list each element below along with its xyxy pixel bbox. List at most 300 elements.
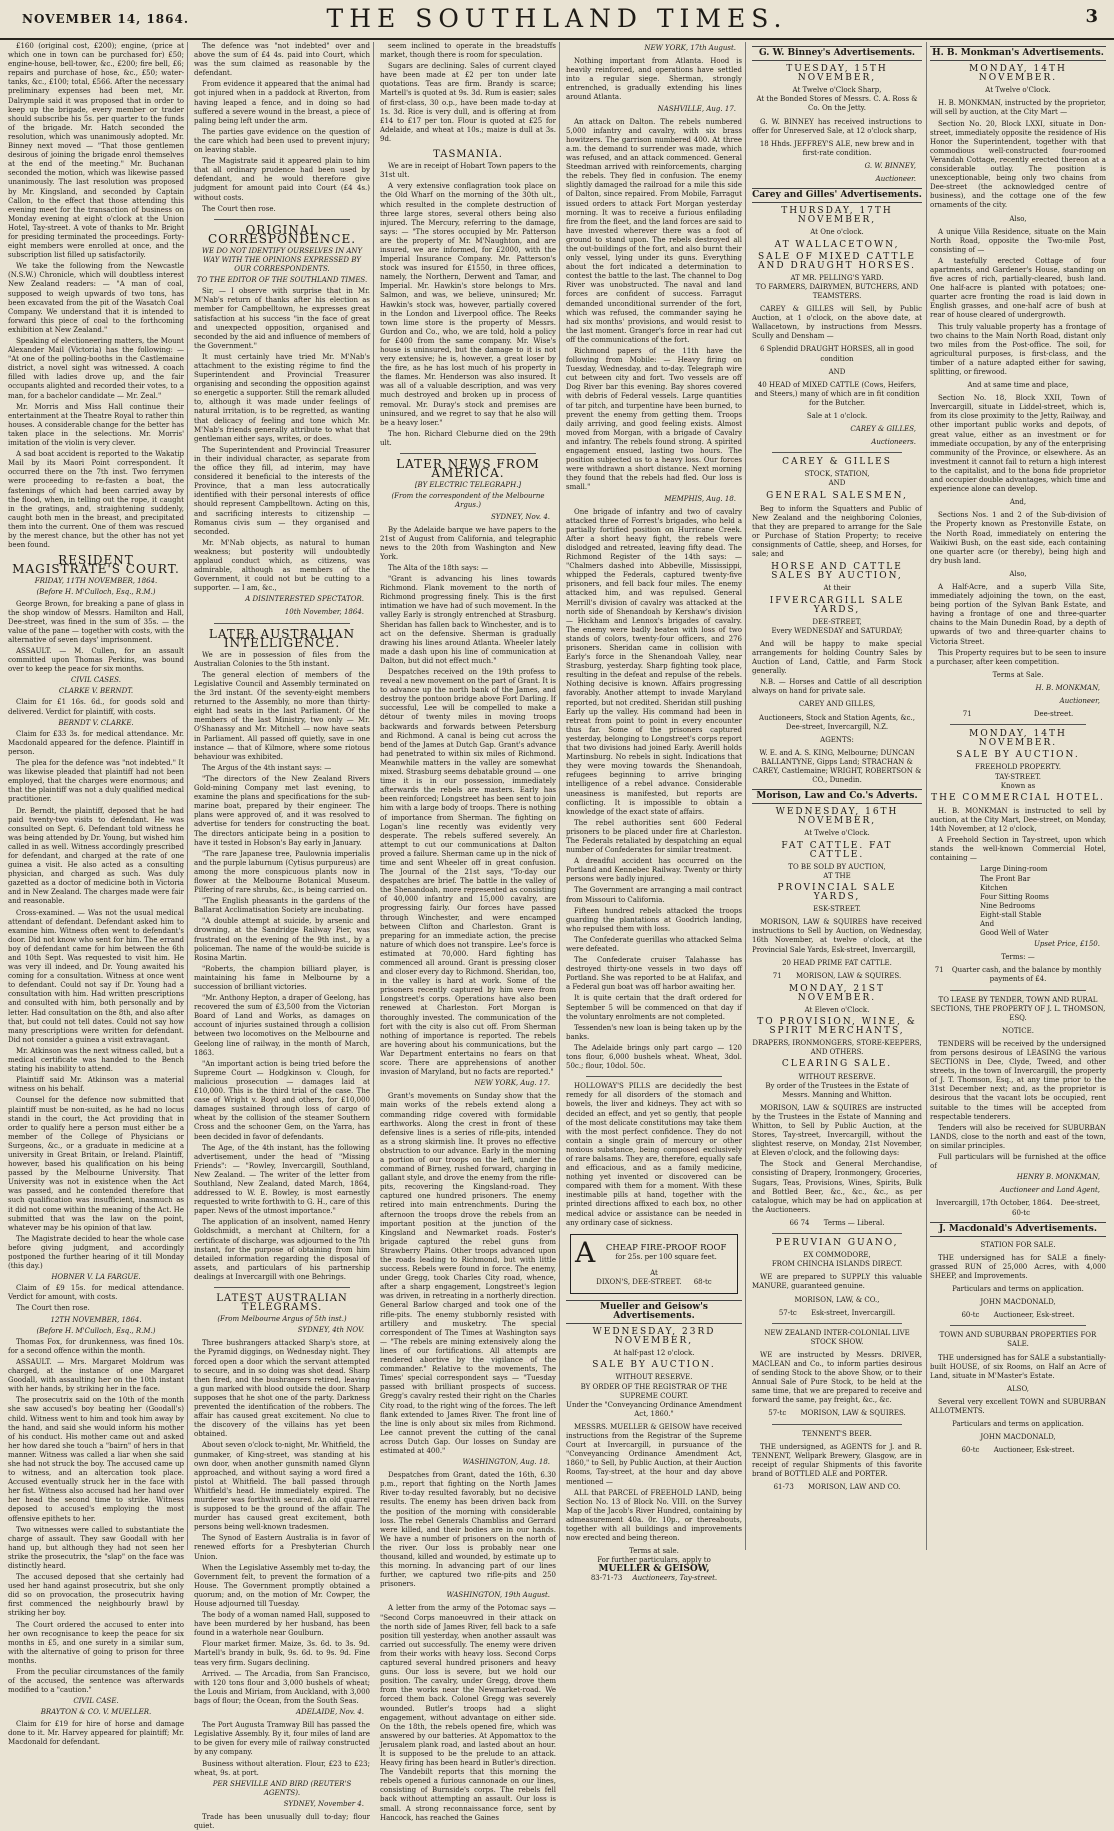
article-paragraph: Nothing important from Atlanta. Hood is heavily reinforced, and operations have settled into a regular siege. Sherman, strongly entrenched, is gradually extending his lines around Atlanta.	[566, 57, 742, 102]
article-paragraph: The prosecutrix said on the 10th of the month she saw accused's boy beating her (Goodall's) child. Witness went to him and took him away by the hand, and said she would inform his mother of his conduct. His mother came out and asked her how dared she touch a "bairn" of hers in that manner. Witness was called a liar when she said she had not struck the boy. The accused came up to witness, and an altercation took place. Accused eventually struck her in the face with her fist. Witness also accused had her hand over her head the second time to strike. Witness deposed to accused's employing the most offensive epithets to her.	[8, 1396, 184, 1523]
section-heading: LATEST AUSTRALIAN TELEGRAMS.	[216, 1293, 348, 1314]
dateline: NASHVILLE, Aug. 17.	[657, 104, 736, 113]
article-paragraph: From the peculiar circumstances of the family of the accused, the sentence was afterwards modified to a "caution."	[8, 1668, 184, 1695]
section-heading: ORIGINAL CORRESPONDENCE.	[207, 222, 357, 246]
article-paragraph: "Mr. Anthony Hepton, a draper of Geelong, has recovered the sum of £3,500 from the Victorian Board of Land and Works, as damages on account of injuries sustained through a collision between two locomotives on the Melbourne and Geelong line of railway, in the month of March, 1863.	[194, 994, 370, 1057]
list-item: And	[980, 919, 995, 928]
column-2	[194, 42, 370, 1831]
ad-ref: 71	[934, 966, 944, 975]
court-date: FRIDAY, 11TH NOVEMBER, 1864.	[34, 577, 158, 586]
article-paragraph: A letter from the army of the Potomac says — "Second Corps manoeuvred in their attack on the north side of James River, fell back to a safe position till yesterday, when another assault was carried out successfully. The enemy were driven from their works with heavy loss. Second Corps captured several hundred prisoners and heavy guns. Our loss is severe, but we hold our position. The cavalry, under Gregg, drove them from the works near the Newmarket-road. We forced them back. Colonel Gregg was severely wounded. Butler's troops had a slight engagement, without advantage on either side. On the 18th, the rebels opened fire, which was answered by our batteries. At Appomattox to the Jerusalem plank road, and lasted about an hour. It is supposed to be the prelude to an attack. Heavy firing has been heard in Butler's direction. The Vandebilt reports that this morning the rebels opened a furious cannonade on our lines, consisting of Burnside's corps. The rebels fell back without attempting an assault. Our loss is small. A strong reconnaissance force, sent by Hancock, has reached the Gaines	[380, 1604, 556, 1822]
sale-title: SALE BY AUCTION.	[592, 1360, 716, 1371]
article-paragraph: The Superintendent and Provincial Treasurer in their individual character, as separate from the office they fill, ad interim, may have considered it beneficial to the interests of the Province, that a man less autocratically identified with their personal interests of office should represent Campbelltown. Acting on this, and sacrificing interests to citizenship — Romanus civis sum — they organised and seconded.	[194, 445, 370, 536]
sale-audience: DRAPERS, IRONMONGERS, STORE-KEEPERS, AND OTHERS.	[752, 1039, 922, 1057]
article-paragraph: A very extensive conflagration took place on the Old Wharf on the morning of the 30th ult., which resulted in the complete destruction of three large stores, several others being also injured. The Mercury, referring to the damage, says: — "The stores occupied by Mr. Patterson are the property of Mr. M'Naughton, and are insured, we are informed, for £2000, with the Imperial Insurance Company. Mr. Patterson's stock was insured for £1550, in three offices, namely, the Northern, Derwent and Tamar, and Imperial. Mr. Hawkin's store belongs to Mrs. Salmon, and was, we believe, uninsured; Mr. Hawkin's stock was, however, partially covered in the London and Liverpool office. The Reeks town lime store is the property of Messrs. Gurdon and Co., who, we are told, hold a policy for £400 from the same company. Mr. Wise's house is uninsured, but the damage to it is not very extensive; he is, however, a great loser by the fire, as he has lost much of his property in the flames. Mr. Henderson was also insured. It was all of a valuable description, and was very much destroyed and broken up in process of removal. Mr. Duray's stock and premises are uninsured, and we regret to say that he also will be a heavy loser."	[380, 182, 556, 427]
dateline: ADELAIDE, Nov. 4.	[295, 1708, 364, 1717]
ad-body: G. W. BINNEY has received instructions to offer for Unreserved Sale, at 12 o'clock sharp,	[752, 117, 922, 135]
court-before: (Before H. M'Culloch, Esq., R.M.)	[36, 1326, 156, 1335]
article-paragraph: Mr. Atkinson was the next witness called, but a medical certificate was handed to the Bench stating his inability to attend.	[8, 1046, 184, 1074]
ad-role: Auctioneers.	[871, 438, 916, 447]
section-heading: LATER NEWS FROM AMERICA.	[396, 457, 540, 481]
source-note: PER SHEVILLE AND BIRD (REUTER'S AGENTS).	[212, 1779, 352, 1797]
article-paragraph: The Confederate guerillas who attacked Selma were defeated.	[566, 935, 742, 953]
ad-body: N.B. — Horses and Cattle of all description always on hand for private sale.	[752, 678, 922, 696]
ad-body: Full particulars will be furnished at the office of	[930, 1153, 1106, 1171]
ad-signature: CAREY & GILLES,	[850, 425, 916, 434]
ad-signature: JOHN MACDONALD,	[980, 1433, 1056, 1442]
ad-title: PERUVIAN GUANO,	[775, 1238, 899, 1249]
article-paragraph: We are in receipt of Hobart Town papers to the 31st ult.	[380, 162, 556, 180]
sale-line: Known as	[1000, 781, 1036, 790]
article-paragraph: Trade has been unusually dull to-day; flour quiet.	[194, 1812, 370, 1831]
ad-terms: Terms at Sale.	[992, 670, 1044, 679]
issue-date: NOVEMBER 14, 1864.	[22, 12, 190, 26]
firm-name: CAREY & GILLES	[782, 457, 892, 468]
case-title: BRAYTON & CO. V. MUELLER.	[40, 1708, 152, 1717]
ad-signature: MORISON, LAW & SQUIRES.	[795, 971, 902, 980]
sale-act: Under the "Conveyancing Ordinance Amendment Act, 1860."	[566, 1400, 742, 1418]
column-rule	[187, 42, 188, 1550]
ad-signature: JOHN MACDONALD,	[980, 1298, 1056, 1307]
sale-title: SALE BY AUCTION.	[956, 750, 1080, 761]
sale-date: WEDNESDAY, 23RD NOVEMBER,	[592, 1327, 716, 1347]
ad-role: Auctioneers, Tay-street.	[632, 1574, 718, 1583]
sale-location: PROVINCIAL SALE YARDS,	[777, 882, 897, 903]
firm-line: AND	[828, 479, 846, 488]
article-paragraph: The body of a woman named Hall, supposed to have been murdered by her husband, has been found in a waterhole near Goulburn.	[194, 1611, 370, 1638]
sale-item: 40 HEAD of MIXED CATTLE (Cows, Heifers, and Steers,) many of which are in fit condition for the Butcher.	[754, 380, 920, 407]
ad-block	[752, 563, 922, 636]
ad-ref: 60-tc	[1011, 1208, 1030, 1217]
divider	[214, 1287, 350, 1288]
sale-item: 20 HEAD PRIME FAT CATTLE.	[782, 958, 892, 967]
sale-date: MONDAY, 21ST NOVEMBER.	[789, 983, 885, 1003]
sale-title: SALE OF MIXED CATTLE AND DRAUGHT HORSES.	[758, 251, 916, 271]
ad-line: At their	[823, 584, 851, 593]
monkman-hotel-ad	[930, 730, 1106, 803]
divider	[950, 990, 1086, 991]
ad-title: TO LEASE BY TENDER, TOWN AND RURAL SECTIONS, THE PROPERTY OF J. L. THOMSON, ESQ.	[930, 995, 1106, 1022]
article-paragraph: It is quite certain that the draft ordered for September 5 will be commenced on that day if the voluntary enrolments are not completed.	[566, 994, 742, 1021]
article-paragraph: Sir, — I observe with surprise that in Mr. M'Nab's return of thanks after his election as member for Campbelltown, he expresses great satisfaction at his success "in the face of great and unexpected opposition, organised and seconded by the aid and influence of members of the Government."	[194, 287, 370, 350]
ad-footer	[752, 1309, 922, 1318]
dateline: SYDNEY, November 4.	[283, 1799, 364, 1808]
article-paragraph: The general election of members of the Legislative Council and Assembly terminated on the 3rd instant. Of the seventy-eight members returned to the Assembly, no more than thirty-eight had seats in the last Parliament. Of the members of the last Ministry, two only — Mr. O'Shanassy and Mr. Mitchell — now have seats in Parliament. All passed off quietly, save in one instance — that of Kilmore, where some riotous behaviour was exhibited.	[194, 670, 370, 761]
ad-body: ALL that PARCEL of FREEHOLD LAND, being Section No. 13 of Block No. VIII. on the Survey Map of the Jacob's River Hundred, containing by admeasurement 40a. 0r. 10p., or thereabouts, together with all buildings and improvements now erected and being thereon.	[566, 1488, 742, 1543]
ad-signature: MUELLER & GEISOW,	[598, 1564, 710, 1575]
column-rule	[745, 42, 746, 1550]
sale-time: At One o'clock.	[810, 228, 864, 237]
ad-terms: Terms at sale.	[629, 1547, 679, 1556]
article-paragraph: Mr. M'Nab objects, as natural to human weakness; but posterity will undoubtedly applaud conduct which, as citizens, was admirable, although as members of the Government, it could not but be cutting to a supporter. — I am, &c.,	[194, 538, 370, 593]
ad-title: STATION FOR SALE.	[980, 1240, 1056, 1249]
ad-address: Auctioneers, Stock and Station Agents, &c., Dee-street, Invercargill, N.Z.	[759, 713, 915, 731]
sale-reserve: WITHOUT RESERVE.	[798, 1072, 876, 1081]
ad-body: WE are prepared to SUPPLY this valuable MANURE, guaranteed genuine.	[752, 1273, 922, 1291]
column-rule	[559, 42, 560, 1550]
ad-body: CAREY & GILLES will Sell, by Public Auction, at 1 o'clock, on the above date, at Wallacetown, by instructions from Messrs. Scully and Densham —	[752, 305, 922, 341]
list-item: Large Dining-room	[980, 865, 1048, 874]
ad-body: MESSRS. MUELLER & GEISOW have received instructions from the Registrar of the Supreme Court at Invercargill, in pursuance of the "Conveyancing Ordinance Amendment Act, 1860," to Sell, by Public Auction, at their Auction Rooms, Tay-street, at the hour and day above mentioned —	[566, 1422, 742, 1486]
sale-title: FAT CATTLE. FAT CATTLE.	[781, 840, 893, 860]
ad-body: Tenders will also be received for SUBURBAN LANDS, close to the north and east of the town, on similar principles.	[930, 1123, 1106, 1150]
article-paragraph: The Magistrate decided to hear the whole case before giving judgment, and accordingly postponed the further hearing of it till Monday (this day.)	[8, 1234, 184, 1271]
ad-body: Several very excellent TOWN and SUBURBAN ALLOTMENTS.	[930, 1397, 1106, 1415]
section-heading: TASMANIA.	[433, 149, 503, 161]
ad-line: Every WEDNESDAY and SATURDAY;	[771, 626, 903, 635]
article-paragraph: Two witnesses were called to substantiate the charge of assault. They saw Goodall with her hand up, but although they had not seen her strike the prosecutrix, the "slap" on the face was distinctly heard.	[8, 1525, 184, 1570]
dateline: NEW YORK, 17th August.	[644, 44, 736, 52]
sale-title: THE COMMERCIAL HOTEL.	[931, 792, 1105, 803]
sale-date: MONDAY, 14TH NOVEMBER.	[969, 64, 1067, 84]
monkman-ad	[930, 65, 1106, 95]
ad-ref: 61-73	[773, 1483, 794, 1491]
article-paragraph: The hon. Richard Cleburne died on the 29th ult.	[380, 429, 556, 447]
article-paragraph: The Court then rose.	[16, 1304, 90, 1313]
article-paragraph: When the Legislative Assembly met to-day, the Government felt, to prevent the formation of a House. The Government promptly obtained a quorum; and, on the motion of Mr. Cowper, the House adjourned till Tuesday.	[194, 1563, 370, 1608]
article-paragraph: A sad boat accident is reported to the Wakatip Mail by its Maori Point correspondent. It occurred there on the 7th inst. Two ferrymen were proceeding to re-fasten a boat, the fastenings of which had been carried away by the flood, when, in telling out the rope, it caught in the gratings, and, straightening suddenly, caught both men in the breast, and precipitated them into the current. One of them was rescued by the merest chance, but the other has not yet been found.	[8, 450, 184, 550]
ad-line: Also,	[1009, 214, 1027, 223]
article-paragraph: "The rare Japanese tree, Paulownia imperialis and the purple laburnum (Cytisus purpureus) are among the more conspicuous plants now in flower at the Melbourne Botanical Museum. Pilfering of rare shrubs, &c., is being carried on.	[194, 849, 370, 895]
article-paragraph: The parties gave evidence on the question of the care which had been used to prevent injury; on leaving stable.	[194, 127, 370, 155]
subheading: CIVIL CASES.	[71, 676, 121, 685]
column-5	[752, 42, 922, 1550]
ad-body: The Stock and General Merchandise, consisting of Drapery, Ironmongery, Groceries, Sugars, Teas, Provisions, Wines, Spirits, Bulk and Bottled Beer, &c., &c., &c., as per catalogue, which may be had on application at the Auctioneers.	[752, 1160, 922, 1214]
sale-audience: TO FARMERS, DAIRYMEN, BUTCHERS, AND TEAMSTERS.	[755, 282, 919, 300]
article-paragraph: "Grant is advancing his lines towards Richmond. Flank movement to the north of Richmond progressing finely. This is the first intimation we have had of such movement. In the valley Early is strongly entrenched at Strasburg. Sheridan has fallen back to Winchester, and is to act on the defensive. Sherman is gradually drawing his lines around Atlanta. Wheeler lately made a dash upon his line of communication at Dalton, but did not effect much."	[380, 575, 556, 665]
ad-signature: HENRY B. MONKMAN,	[1016, 1173, 1100, 1182]
article-paragraph: One brigade of infantry and two of cavalry attacked three of Forrest's brigades, who held a partially fortified position on Hurricane Creek. After a short heavy fight, the rebels were dislodged and retreated, leaving fifty dead. The Richmond Register of the 14th says: — "Chalmers dashed into Abbeville, Mississippi, whipped the Federals, captured twenty-five prisoners, and fell back four miles. The enemy attacked him, and was repulsed. General Merrill's division of cavalry was attacked at the north side of Shenandoah by Kershaw's division — Hickham and Lennox's brigades of cavalry. The enemy were badly beaten with loss of two stands of colors, twenty-four officers, and 276 prisoners. Sheridan came in collision with Early's force in the Shenandoah Valley, near Strasburg, yesterday. Sharp fighting took place, resulting in the defeat and repulse of the rebels. Nothing decisive is known. Affairs progressing favorably. Another attempt to invade Maryland reported, but not credited. Sheridan still pushing Early up the valley. His command had been in retreat from point to point in every encounter thus far. Some of the prisoners captured yesterday, belonging to Longstreet's corps report that two divisions had joined Early. Averill holds Martinsburg. No rebels in sight. Indications that they were moving towards the Shenandoah, refugees beginning to arrive bringing intelligence of a rebel advance. Considerable uneasiness is manifested, but reports are conflicting. It is impossible to obtain a knowledge of the exact state of affairs.	[566, 507, 742, 816]
ad-role: Auctioneer.	[875, 175, 916, 184]
ad-ref: 57-tc	[768, 1409, 787, 1418]
ad-footer	[752, 1409, 922, 1418]
article-paragraph: The Adelaide brings only part cargo — 120 tons flour, 6,000 bushels wheat. Wheat, 3dol. 50c.; flour, 10dol. 50c.	[566, 1043, 742, 1071]
article-paragraph: Business without alteration. Flour, £23 to £23; wheat, 9s. at port.	[194, 1759, 370, 1777]
divider	[400, 453, 536, 454]
article-paragraph: The application of an insolvent, named Henry Goldschmidt, a merchant at Chiltern, for a certificate of discharge, was adjourned to the 7th instant, for the purpose of obtaining from him detailed information regarding the disposal of assets, and particulars of his partnership dealings at Invercargill with one Behrings.	[194, 1218, 370, 1281]
article-paragraph: Flour market firmer. Maize, 3s. 6d. to 3s. 9d. Martell's brandy in bulk, 9s. 6d. to 9s. 9d. Fine teas very firm. Sugars declining.	[194, 1640, 370, 1667]
ad-address: Esk-street, Invercargill.	[811, 1308, 896, 1317]
case-title: CLARKE V. BERNDT.	[58, 687, 134, 696]
article-paragraph: Grant's movements on Sunday show that the main works of the rebels extend along a commanding ridge covered with formidable earthworks. Along the crest in front of these defensive lines is a series of rifle-pits, intended as a strong skirmish line. It proves no effective obstruction to our advance. Early in the morning a portion of our troops on the left, under the command of Birney, rushed forward, charging in gallant style, and drove the enemy from the rifle-pits, recovering the Kingsland-road. They captured one hundred prisoners. The enemy retired into main entrenchments. During the afternoon the troops drove the rebels from an important position at the junction of the Kingsland and Newmarket roads. Foster's brigade captured the rebel guns from Strawberry Plains. Other troops advanced upon the roads leading to Richmond, but with little success. Rebels were found in force. The enemy, under Gregg, took Charles City road, whence, after a sharp engagement, Longstreet's legion was driven, in retreating in a northerly direction. General Barlow charged and took one of the rifle-pits. The enemy stubbornly resisted with artillery and musketry. The special correspondent of The Times at Washington says — "The rebels are mining extensively along the lines of our fortifications. All attempts are rendered abortive by the vigilance of the commander." Relative to the movements, The Times' special correspondent says — "Tuesday passed with brilliant prospects of success. Gregg's cavalry rested their right on the Charles City road, to the right wing of the forces. The left flank extended to James River. The front line of the line is only about six miles from Richmond. Lee cannot prevent the cutting of the canal across Dutch Gap. Our losses on Sunday are estimated at 400."	[380, 1092, 556, 1455]
roof-ad-price: for 25s. per 100 square feet.	[615, 1252, 717, 1261]
list-item: The Front Bar	[980, 874, 1031, 883]
ad-ref: 83-71-73	[590, 1574, 623, 1583]
ad-title: IFVERCARGILL SALE YARDS,	[769, 595, 905, 615]
agents-list: W. E. and A. S. KING, Melbourne; DUNCAN BALLANTYNE, Gipps Land; STRACHAN & CAREY, Castlemaine; WRIGHT, ROBERTSON & CO., Dunedin.	[752, 748, 922, 785]
article-paragraph: The Government are arranging a mail contract from Missouri to California.	[566, 886, 742, 904]
ad-line: FROM CHINCHA ISLANDS DIRECT.	[771, 1260, 903, 1269]
ad-body: Sections Nos. 1 and 2 of the Sub-division of the Property known as Prestonville Estate, on the North Road, immediately on entering the Waikiwi Bush, on the east side, each containing one quarter acre (or thereby), being high and dry bush land.	[930, 511, 1106, 565]
ad-line: And,	[1009, 498, 1027, 507]
sale-location: AT MR. PELLING'S YARD.	[790, 273, 884, 282]
ad-signature: MORISON, LAW AND CO.	[808, 1483, 901, 1491]
ad-signature: G. W. BINNEY,	[864, 161, 916, 170]
case-title: BERNDT V. CLARKE.	[58, 718, 134, 727]
carey-gilles-stock-ad	[752, 458, 922, 500]
divider	[586, 1076, 722, 1077]
source-note: [BY ELECTRIC TELEGRAPH.]	[414, 481, 522, 490]
article-paragraph: Despatches from Grant, dated the 16th, 6.30 p.m., report that fighting on the North James River to-day resulted favorably, but no decisive results. The enemy has been driven back from the position of the morning with considerable loss. The rebel Generals Chambliss and Gerrard were killed, and their bodies are in our hands. We have a number of prisoners on the north of the river. Our loss is probably near one thousand, killed and wounded, by estimate up to this morning. In advancing part of our lines further, we captured two rifle-pits and 250 prisoners.	[380, 1471, 556, 1589]
article-paragraph: Claim for £1 16s. 6d., for goods sold and delivered. Verdict for plaintiff, with costs.	[8, 698, 184, 716]
advertiser-heading: H. B. Monkman's Advertisements.	[930, 46, 1106, 61]
article-paragraph: Arrived. — The Arcadia, from San Francisco, with 120 tons flour and 3,000 bushels of wheat; the Louis and Miriam, from Auckland, with 3,000 bags of flour; the Ocean, from the South Seas.	[194, 1669, 370, 1705]
ad-footer	[566, 1547, 742, 1583]
ad-apply: For further particulars, apply to	[597, 1556, 711, 1565]
ad-terms: Terms — Liberal.	[823, 1218, 885, 1227]
roof-ad-at: At	[650, 1268, 658, 1277]
editorial-note: WE DO NOT IDENTIFY OURSELVES IN ANY WAY WITH THE OPINIONS EXPRESSED BY OUR CORRESPONDENTS.	[201, 246, 363, 274]
ad-ref: 60-tc	[961, 1311, 980, 1320]
article-paragraph: "An important action is being tried before the Supreme Court — Hodgkinson v. Clough, for malicious prosecution — damages laid at £10,000. This is the third trial of the case. The case of Wright v. Boyd and others, for £10,000 damages sustained through loss of cargo of wheat by the collision of the steamer Southern Cross and the schooner Gem, on the Yarra, has been decided in favor of defendants.	[194, 1059, 370, 1141]
column-4	[566, 42, 742, 1583]
article-paragraph: ASSAULT. — Mrs. Margaret Moldrum was charged, at the instance of one Margaret Goodall, with assaulting her on the 10th instant with her hands, by striking her in the face.	[8, 1357, 184, 1394]
dateline: MEMPHIS, Aug. 18.	[664, 494, 736, 503]
ad-signature: H. B. MONKMAN,	[1035, 683, 1100, 692]
divider	[772, 452, 902, 453]
advertiser-heading: Morison, Law and Co.'s Adverts.	[752, 789, 922, 804]
sale-date: MONDAY, 14TH NOVEMBER.	[969, 729, 1067, 749]
carey-gilles-ad	[752, 207, 922, 301]
ad-terms-detail: Quarter cash, and the balance by monthly payments of £4.	[951, 966, 1102, 984]
ad-line: Particulars and terms on application.	[952, 1420, 1084, 1429]
dateline: SYDNEY, Nov. 4.	[490, 512, 550, 521]
morison-law-ad	[752, 808, 922, 914]
roof-ad-title: CHEAP FIRE-PROOF ROOF	[605, 1242, 727, 1253]
ad-body: THE undersigned has for SALE a substantially-built HOUSE, of six Rooms, on Half an Acre of Land, situate in M'Master's Estate.	[930, 1353, 1106, 1380]
ad-line: EX COMMODORE,	[803, 1251, 871, 1260]
article-paragraph: An attack on Dalton. The rebels numbered 5,000 infantry and cavalry, with six brass howitzers. The garrison numbered 400. At three a.m. the demand to surrender was made, which was refused, and an attack commenced. General Steedman arrived with reinforcements, charging the rebels. They fled in confusion. The enemy slightly damaged the railroad for a mile this side of Dalton, since repaired. From Mobile, Farragut issued orders to attack Fort Morgan yesterday morning. It was to receive a furious enfilading fire from the fleet, and the land forces are said to have invested wherever there was a foot of ground to stand upon. The rebels destroyed all the out-buildings of the fort, and also burnt their only vessel, lying under its guns. Everything about the fort indicated a determination to contest the battle to the last. The channel to Dog River was unobstructed. The naval and land forces are confident of success. Farragut demanded unconditional surrender of the fort, which was refused, the commander saying he had six months' provisions, and would resist to the last moment. Granger's force in rear had cut off the communications of the fort.	[566, 117, 742, 344]
article-paragraph: From evidence it appeared that the animal had got injured when in a paddock at Riverton, from having leaped a fence, and in doing so had suffered a severe wound in the breast, a piece of paling being left under the arm.	[194, 80, 370, 125]
ad-ref: 71	[772, 971, 782, 980]
ad-line: And at same time and place,	[967, 381, 1069, 390]
ad-date: Invercargill, 17th October, 1864.	[935, 1199, 1053, 1208]
article-paragraph: Thomas Fox, for drunkenness, was fined 10s. for a second offence within the month.	[8, 1337, 184, 1355]
binney-ad	[752, 65, 922, 113]
ad-role: Auctioneer and Land Agent,	[1000, 1186, 1100, 1195]
article-paragraph: Richmond papers of the 11th have the following from Mobile: — Heavy firing on Tuesday, Wednesday, and to-day. Telegraph wire cut between city and fort. Two vessels are off Dog River bar this evening. Bay shores covered with debris of Federal vessels. Large quantities of tar pitch, and turpentine have been burned, to prevent the enemy from getting them. Troops daily arriving, and good feeling exists. Almost moved from Morgan, with a brigade of Cavalry and infantry. The rebels found strong. A spirited engagement ensued, lasting two hours. The position subjected us to a heavy loss. Our forces were withdrawn a short distance. Next morning they found that the rebels had fled. Our loss is small."	[566, 347, 742, 492]
article-paragraph: Dr. Berndt, the plaintiff, deposed that he had paid twenty-two visits to defendant. He was consulted on Sept. 6. Defendant told witness he was being attended by Dr. Young, but wished him called in as well. Witness accordingly prescribed for defendant, and charged at the rate of one guinea a visit. He also acted as a consulting physician, and charged as such. Was duly gazetted as a doctor of medicine both in Victoria and in New Zealand. The charges made were fair and reasonable.	[8, 806, 184, 906]
sale-line: AT THE	[823, 871, 851, 880]
ad-line: ALSO,	[1006, 1384, 1030, 1393]
ad-terms: Terms: —	[1001, 953, 1035, 962]
dateline: WASHINGTON, 19th August.	[446, 1591, 550, 1600]
ad-body: MORISON, LAW & SQUIRES are instructed by the Trustees in the Estate of Manning and Whitton, to Sell by Public Auction, at the Stores, Tay-street, Invercargill, without the slightest reserve, on Monday, 21st November, at Eleven o'clock, and the following days:	[752, 1103, 922, 1158]
sale-line: TAY-STREET.	[994, 772, 1042, 781]
letter-signature: A DISINTERESTED SPECTATOR.	[245, 595, 364, 604]
roof-ad-address: DIXON'S, DEE-STREET.	[596, 1277, 682, 1286]
article-paragraph: Tessenden's new loan is being taken up by the banks.	[566, 1023, 742, 1041]
ad-footer	[752, 1219, 922, 1228]
column-1	[8, 42, 184, 1746]
subheading: CIVIL CASE.	[73, 1697, 119, 1706]
sale-location: At the Bonded Stores of Messrs. C. A. Ross & Co. On the Jetty.	[756, 95, 918, 113]
ad-body: THE undersigned, as AGENTS for J. and R. TENNENT, Wellpark Brewery, Glasgow, are in receipt of regular Shipments of this favorite brand of BOTTLED ALE and PORTER.	[752, 1442, 922, 1478]
article-paragraph: The Port Augusta Tramway Bill has passed the Legislative Assembly. By it, four miles of land are to be given for every mile of railway constructed by any company.	[194, 1721, 370, 1757]
advertiser-heading: G. W. Binney's Advertisements.	[752, 46, 922, 61]
article-paragraph: Counsel for the defence now submitted that plaintiff must be non-suited, as he had no locus standi in the court, the Act providing that in order to qualify here a person must either be a member of the College of Physicians or Surgeons, &c., or a graduate in medicine at a university in Great Britain, or Ireland. Plaintiff, however, based his qualification on his being passed by the Melbourne University. That University was not in existence when the Act was passed, and he contended therefore that such qualification was insufficient, inasmuch as it did not come within the meaning of the Act. He submitted that was the law on the point, whatever may be his opinion of that law.	[8, 1096, 184, 1232]
article-paragraph: "The directors of the New Zealand Rivers Gold-mining Company met last evening, to examine the plans and specifications for the sub-marine boat, prepared by their engineer. The plans were approved of, and it was resolved to advertise for tenders for constructing the boat. The directors anticipate being in a position to have it tested in Hobson's Bay early in January.	[194, 774, 370, 847]
ad-line: Also,	[1009, 569, 1027, 578]
ad-footer	[752, 1483, 922, 1492]
sale-item: 18 Hhds. JEFFREY'S ALE, new brew and in first-rate condition.	[759, 139, 915, 157]
ad-footer	[930, 1446, 1106, 1455]
guano-ad	[752, 1239, 922, 1269]
ad-line: DEE-STREET,	[812, 617, 862, 626]
source-note: (From the correspondent of the Melbourne Argus.)	[391, 492, 545, 510]
ad-line: Particulars and terms on application.	[952, 1285, 1084, 1294]
article-paragraph: Claim for £19 for hire of horse and damage done to it. Mr. Harvey appeared for plaintiff; Mr. Macdonald for defendant.	[8, 1719, 184, 1746]
divider	[950, 724, 1086, 725]
dateline: WASHINGTON, Aug. 18.	[462, 1458, 550, 1467]
divider	[772, 1323, 902, 1324]
ad-body: WE are instructed by Messrs. DRIVER, MACLEAN and Co., to inform parties desirous of sending Stock to the above Show, or to their Annual Sale of Pure Stock, to be held at the same time, that we are prepared to receive and forward the same, pay freight, &c., &c.	[752, 1350, 922, 1405]
letter-date: 10th November, 1864.	[284, 608, 364, 617]
article-paragraph: "The English pheasants in the gardens of the Ballarat Acclimatisation Society are incubating.	[194, 897, 370, 915]
sale-time: At Twelve o'Clock Sharp,	[792, 86, 882, 95]
ad-ref: 71	[962, 710, 972, 719]
advertiser-heading: Mueller and Geisow's Advertisements.	[566, 1300, 742, 1324]
page-number: 3	[1085, 6, 1098, 27]
sale-line: ESK-STREET.	[813, 905, 861, 914]
article-paragraph: Claim of £9 15s. for medical attendance. Verdict for amount, with costs.	[8, 1284, 184, 1302]
ad-body: A unique Villa Residence, situate on the Main North Road, opposite the Two-mile Post, consisting of —	[930, 227, 1106, 254]
ad-title: TENNENT'S BEER.	[802, 1429, 872, 1438]
sale-date: TUESDAY, 15TH NOVEMBER,	[786, 64, 888, 84]
roof-ad-initial: A	[575, 1235, 596, 1269]
article-paragraph: £160 (original cost, £200); engine, (price at which one in town can be purchased for) £50; engine-house, bell-tower, &c., £200; fire bell, £6; repairs and purchase of hose, &c., £50; water-tanks, &c., £100; total, £566. After the necessary preliminary expenses had been met, Mr. Dalrymple said it was proposed that in order to keep up the brigade, every member or trader should subscribe his 5s. per quarter to the funds of the brigade. Mr. Hatch seconded the resolution, which was unanimously adopted. Mr. Binney next moved — "That those gentlemen desirous of joining the brigade enrol themselves at the end of the meeting." Mr. Buchanan seconded the motion, which was likewise passed unanimously. The last resolution was proposed by Mr. Kingsland, and seconded by Captain Callon, to the effect that those attending this evening meet for the transaction of business on Monday evening at eight o'clock at the Union Hotel, Tay-street. A vote of thanks to Mr. Bright for presiding terminated the proceedings. Forty-eight members were enrolled at once, and the subscription list filled up satisfactorily.	[8, 42, 184, 260]
ad-role: Auctioneer, Esk-street.	[993, 1311, 1075, 1320]
article-paragraph: The accused deposed that she certainly had used her hand against prosecutrix, but she only did so on provocation, the prosecutrix having first commenced the neighbourly brawl by striking her boy.	[8, 1573, 184, 1618]
sale-title: CLEARING SALE.	[781, 1059, 893, 1070]
article-paragraph: "Roberts, the champion billiard player, is maintaining his fame in Melbourne by a succession of brilliant victories.	[194, 964, 370, 991]
sale-time: At Twelve o'Clock.	[985, 86, 1051, 95]
ad-body: A tastefully erected Cottage of four apartments, and Gardener's House, standing on five acres of rich, partially-cleared, bush land. One half-acre is planted with potatoes; one-quarter acre fronting the road is laid down in English grasses, and one-half acre of bush at rear of house cleared of undergrowth.	[930, 256, 1106, 320]
article-paragraph: We are in possession of files from the Australian Colonies to the 5th instant.	[194, 650, 370, 668]
article-paragraph: Mr. Morris and Miss Hall continue their entertainment at the Theatre Royal to rather thin houses. A considerable change for the better has taken place in the selections. Mr. Morris' imitation of the violin is very clever.	[8, 402, 184, 448]
article-paragraph: George Brown, for breaking a pane of glass in the shop window of Messrs. Hamilton and Hall, Dee-street, was fined in the sum of 35s. — the value of the pane — together with costs, with the alternative of seven days' imprisonment.	[8, 599, 184, 644]
article-paragraph: The defence was "not indebted" over and above the sum of £4 4s. paid into Court, which was the sum claimed as reasonable by the defendant.	[194, 42, 370, 78]
article-paragraph: "A double attempt at suicide, by arsenic and drowning, at the Sandridge Railway Pier, was frustrated on the evening of the 9th inst., by a policeman. The name of the would-be suicide is Rosina Martin.	[194, 917, 370, 962]
sale-date: WEDNESDAY, 16TH NOVEMBER,	[775, 807, 899, 827]
article-paragraph: The Magistrate said it appeared plain to him that all ordinary prudence had been used by defendant, and he would therefore give judgment for amount paid into Court (£4 4s.) without costs.	[194, 157, 370, 202]
ad-and: AND	[828, 367, 846, 376]
ad-body: H. B. MONKMAN is instructed to sell by auction, at the City Mart, Dee-street, on Monday, 14th November, at 12 o'clock,	[930, 806, 1106, 834]
ad-footer	[930, 1199, 1106, 1217]
list-item: Kitchen	[980, 883, 1008, 892]
article-paragraph: seem inclined to operate in the breadstuffs market, though there is room for speculation.	[380, 42, 556, 60]
masthead	[0, 0, 1114, 40]
agents-title: AGENTS:	[820, 735, 854, 744]
ad-title: NOTICE.	[1002, 1026, 1034, 1035]
article-paragraph: Fifteen hundred rebels attacked the troops guarding the plantations at Goodrich landing, who repulsed them with loss.	[566, 906, 742, 933]
article-paragraph: ASSAULT. — M. Cullen, for an assault committed upon Thomas Perkins, was bound over to keep the peace for six months.	[8, 647, 184, 674]
ad-body: A Freehold Section in Tay-street, upon which stands the well-known Commercial Hotel, containing —	[930, 836, 1106, 863]
divider	[772, 1424, 902, 1425]
letter-address: TO THE EDITOR OF THE SOUTHLAND TIMES.	[196, 276, 368, 285]
ad-signature: MORISON, LAW & SQUIRES.	[800, 1409, 906, 1418]
list-item: Good Well of Water	[980, 929, 1049, 938]
list-item: Eight-stall Stable	[980, 910, 1042, 919]
ad-address: Dee-street,	[1060, 1199, 1101, 1208]
source-note: (From Melbourne Argus of 5th inst.)	[217, 1315, 347, 1324]
ad-signature: MORISON, LAW, & CO.,	[794, 1295, 880, 1304]
ad-ref: 60-tc	[961, 1446, 980, 1455]
ad-role: Auctioneer,	[1059, 697, 1100, 705]
court-before: (Before H. M'Culloch, Esq., R.M.)	[36, 588, 156, 597]
firm-line: STOCK, STATION,	[804, 470, 870, 479]
article-paragraph: The plea for the defence was "not indebted." It was likewise pleaded that plaintiff had not been employed, that the charges were enormous; and that the plaintiff was not a duly qualified medical practitioner.	[8, 759, 184, 804]
ad-body: MORISON, LAW & SQUIRES have received instructions to Sell by Auction, on Wednesday, 16th November, at twelve o'clock, at the Provincial Sale Yards, Esk-street, Invercargill,	[752, 918, 922, 954]
column-rule	[373, 42, 374, 1550]
article-paragraph: Three bushrangers attacked Sharp's store, at the Pyramid diggings, on Wednesday night. They forced open a door which the servant attempted to secure, and in so doing was shot dead. Sharp then fired, and the bushrangers retired, leaving a gun marked with blood outside the door. Sharp supposes that he shot one of the party. Darkness prevented the identification of the robbers. The affair has caused great excitement. No clue to the discovery of the villains has yet been obtained.	[194, 1339, 370, 1439]
article-paragraph: The rebel authorities sent 600 Federal prisoners to be placed under fire at Charleston. The Federals retaliated by despatching an equal number of Confederates for similar treatment.	[566, 818, 742, 855]
ad-body: This truly valuable property has a frontage of two chains to the Main North Road, distant only two miles from the Post-office. The soil, for agricultural purposes, is first-class, and the timber of a nature adapted either for sawing, splitting, or firewood.	[930, 322, 1106, 376]
sale-note: Sale at 1 o'clock.	[806, 412, 868, 420]
sale-line: TO BE SOLD BY AUCTION,	[788, 862, 886, 871]
article-paragraph: By the Adelaide barque we have papers to the 21st of August from California, and telegraphic news to the 20th from Washington and New York.	[380, 525, 556, 561]
article-paragraph: The Argus of the 4th instant says: —	[202, 763, 332, 772]
ad-body: Section No. 20, Block LXXI, situate in Don-street, immediately opposite the residence of His Honor the Superintendent, together with that commodious well-constructed four-roomed Verandah Cottage, recently erected thereon at a considerable outlay. The position is unexceptionable, being only two chains from Dee-street (the acknowledged centre of business), and the cottage one of the few ornaments of the city.	[930, 119, 1106, 210]
article-paragraph: Cross-examined. — Was not the usual medical attendant of defendant. Defendant asked him to examine him. Witness often went to defendant's door. Did not know who sent for him. The errand boy of defendant came for him between the 6th and 10th Sept. Was requested to visit him. He was very ill indeed, and Dr. Young awaited his coming for a consultation. Witness at once went to defendant. Could not say if Dr. Young had a consultation with him. Had written prescriptions and consulted with him, both personally and by letter. Had consultation on the 8th, and also after that, but could not tell dates. Could not say how many prescriptions were written for defendant. Did not consider a guinea a visit extravagant.	[8, 908, 184, 1044]
article-paragraph: We take the following from the Newcastle (N.S.W.) Chronicle, which will doubtless interest New Zealand readers: — "A man of coal, supposed to weigh upwards of two tons, has been excavated from the pit of the Wasatch Coal Company. We understand that it is intended to forward this piece of coal to the forthcoming exhibition at New Zealand."	[8, 262, 184, 334]
ad-footer	[930, 1311, 1106, 1320]
divider	[772, 1233, 902, 1234]
section-heading: RESIDENT MAGISTRATE'S COURT.	[12, 553, 180, 577]
column-rule	[926, 42, 927, 1550]
dateline: NEW YORK, Aug. 17.	[474, 1079, 550, 1088]
ad-body: TENDERS will be received by the undersigned from persons desirous of LEASING the various SECTIONS in Dee, Clyde, Tweed, and other streets, in the town of Invercargill, the property of J. T. Thomson, Esq., at any time prior to the 31st December next; and, as the proprietor is desirous that the vacant lots be occupied, rent suitable to the times will be accepted from respectable tenderers.	[930, 1039, 1106, 1121]
room-list	[930, 865, 1106, 938]
ad-body: Section No. 18, Block XXII, Town of Invercargill, situate in Liddel-street, which is, from its close proximity to the Jetty, Railway, and other important public works and depots, of great value, either as an investment or for immediate occupation, by any of the enterprising community of the Province, or elsewhere. As an investment it cannot fail to return a high interest to the capitalist, and to the bona fide proprietor and occupier double advantages, which time and experience alone can develop.	[930, 394, 1106, 494]
ad-footer	[752, 972, 922, 981]
ad-signature: CAREY AND GILLES,	[798, 700, 876, 709]
article-paragraph: Claim for £33 3s. for medical attendance. Mr. Macdonald appeared for the defence. Plaintiff in person.	[8, 729, 184, 756]
sale-date: THURSDAY, 17TH NOVEMBER,	[781, 206, 893, 226]
ad-body: THE undersigned has for SALE a finely-grassed RUN of 25,000 Acres, with 4,000 SHEEP, and Improvements.	[930, 1253, 1106, 1280]
ad-body: H. B. MONKMAN, instructed by the proprietor, will sell by auction, at the City Mart —	[930, 99, 1106, 117]
section-heading: LATER AUSTRALIAN INTELLIGENCE.	[208, 626, 356, 650]
ad-body: This Property requires but to be seen to insure a purchaser, after keen competition.	[930, 648, 1106, 666]
column-3	[380, 42, 556, 1822]
newspaper-title: THE SOUTHLAND TIMES.	[326, 4, 788, 33]
article-paragraph: Speaking of electioneering matters, the Mount Alexander Mail (Victoria) has the following: — "At one of the polling-booths in the Castlemaine district, a novel sight was witnessed. A coach filled with ladies drove up, and the fair occupants alighted and recorded their votes, to a man, for a bachelor candidate — Mr. Zeal."	[8, 337, 184, 400]
sale-place: AT WALLACETOWN,	[774, 239, 900, 250]
article-paragraph: About seven o'clock to-night, Mr. Whitfield, the gunmaker, of King-street, was standing at his own door, when another gunsmith named Glynn approached, and without saying a word fired a pistol at Whitfield. The ball passed through Whitfield's head. He immediately expired. The murderer was forthwith secured. An old quarrel is supposed to be the ground of the affair. The murder has caused great excitement, both persons being well-known tradesmen.	[194, 1441, 370, 1532]
list-item: Nine Bedrooms	[980, 901, 1036, 910]
ad-body: Beg to inform the Squatters and Public of New Zealand and the neighboring Colonies, that they are prepared to arrange for the Sale or Purchase of Station Property; to receive consignments of Cattle, sheep, and Horses, for sale; and	[752, 504, 922, 559]
mueller-geisow-ad	[566, 1328, 742, 1419]
ad-ref: 66 74	[789, 1218, 810, 1227]
sale-order: By order of the Trustees in the Estate of Messrs. Manning and Whitton.	[765, 1081, 909, 1099]
ad-title: HORSE AND CATTLE SALES BY AUCTION,	[771, 562, 903, 582]
sale-title: TO PROVISION, WINE, & SPIRIT MERCHANTS,	[757, 1017, 917, 1037]
article-paragraph: A dreadful accident has occurred on the Portland and Kennebec Railway. Twenty or thirty persons were badly injured.	[566, 857, 742, 884]
article-paragraph: The Court then rose.	[202, 204, 276, 213]
firm-line: GENERAL SALESMEN,	[766, 490, 908, 501]
ad-footer	[930, 966, 1106, 984]
sale-order: BY ORDER OF THE REGISTRAR OF THE SUPREME COURT.	[580, 1382, 728, 1400]
roof-ad-ref: 68-tc	[693, 1277, 712, 1286]
article-paragraph: The Court ordered the accused to enter into her own recognisance to keep the peace for six months in £5, and one surety in a similar sum, with the alternative of going to prison for three months.	[8, 1620, 184, 1665]
article-paragraph: Plaintiff said Mr. Atkinson was a material witness on his behalf.	[8, 1076, 184, 1094]
morison-law-clearing-ad	[752, 985, 922, 1100]
sale-line: FREEHOLD PROPERTY.	[975, 763, 1061, 772]
article-paragraph: The Synod of Eastern Australia is in favor of renewed efforts for a Presbyterian Church Union.	[194, 1534, 370, 1561]
sale-item: 6 Splendid DRAUGHT HORSES, all in good condition	[760, 345, 914, 363]
case-title: HOBNER V. LA FARGUE.	[51, 1273, 141, 1282]
holloway-ad: HOLLOWAY'S PILLS are decidedly the best remedy for all disorders of the stomach and bowels, the liver and kidneys. They act with so decided an effect, and yet so gently, that people of the most delicate constitutions may take them with the most perfect confidence. They do not contain a single grain of mercury or other noxious substance, being composed exclusively of rare balsams. They are, therefore, equally safe and efficacious, and as a family medicine, nothing yet invented or discovered can be compared with them for a moment. With these inestimable pills at hand, together with the printed directions affixed to each box, no other medical advice or assistance can be needed in any ordinary case of sickness.	[566, 1082, 742, 1227]
